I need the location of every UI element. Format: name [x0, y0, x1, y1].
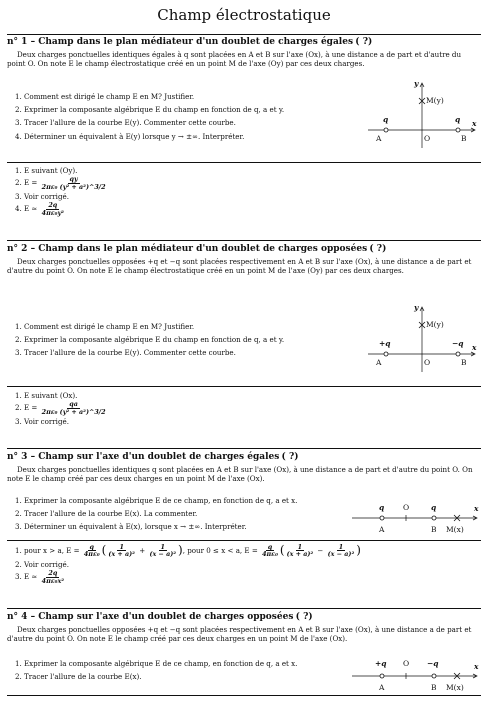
answer: 3. Voir corrigé.: [24, 417, 481, 426]
question: 2. Tracer l'allure de la courbe E(x). La commenter.: [24, 509, 369, 518]
question: 3. Tracer l'allure de la courbe E(y). Commenter cette courbe.: [24, 118, 364, 127]
exercise-1-ref: ( ?): [355, 37, 373, 47]
exercise-1-header: [7, 37, 481, 68]
point-b-label: B: [461, 134, 467, 143]
origin-label: O: [424, 358, 431, 367]
charge-b-label: q: [455, 115, 461, 124]
exercise-1-diagram: [366, 78, 478, 150]
exercise-3-answers: [7, 543, 481, 585]
point-m-label: M(y): [426, 320, 444, 329]
axis-x-label: x: [474, 504, 479, 513]
exercise-4-ref: ( ?): [295, 612, 313, 622]
answer: 3. Voir corrigé.: [24, 192, 481, 201]
axis-x-label: x: [472, 343, 477, 352]
fraction: $\frac{2q}{\text{4πε₀y²}}$: [41, 200, 64, 217]
exercise-2-questions: [7, 322, 364, 362]
question: 2. Exprimer la composante algébrique E du champ en fonction de q, a et y.: [24, 105, 364, 114]
question: 3. Tracer l'allure de la courbe E(y). Commenter cette courbe.: [24, 348, 364, 357]
exercise-1-questions: [7, 92, 364, 145]
question: 1. Comment est dirigé le champ E en M? Justifier.: [24, 92, 364, 101]
charges-figure: [350, 498, 480, 540]
point-b-label: B: [431, 525, 437, 534]
exercise-4-title: n° 4 – Champ sur l'axe d'un doublet de charges opposées: [7, 612, 294, 622]
charge-a-label: q: [383, 115, 389, 124]
answer: 1. E suivant (Oy).: [24, 166, 481, 175]
exercise-4-questions: [7, 659, 369, 685]
fraction: $\frac{1}{\text{(x − a)²}}$: [149, 542, 177, 559]
question: 4. Déterminer un équivalent à E(y) lorsque y → ±∞. Interpréter.: [24, 132, 364, 141]
exercise-2-title: n° 2 – Champ dans le plan médiateur d'un doublet de charges opposées: [7, 244, 368, 254]
charge-a-label: +q: [379, 339, 391, 348]
divider: [7, 386, 481, 387]
exercise-1-answers: [7, 166, 481, 217]
question: 2. Tracer l'allure de la courbe E(x).: [24, 672, 369, 681]
divider: [7, 448, 481, 449]
exercise-3-diagram: [350, 498, 480, 540]
exercise-2-header: [7, 244, 481, 275]
charge-b-label: −q: [427, 659, 439, 668]
axis-y-label: y: [414, 303, 419, 312]
fraction: $\frac{1}{\text{(x + a)²}}$: [108, 542, 135, 559]
origin-label: O: [403, 659, 410, 668]
exercise-4-intro: Deux charges ponctuelles opposées +q et −q sont placées respectivement en A et B sur l'axe (Ox), à une distance a de part et d'autre du point O. On note E le champ créé par ces deux charges en un point M de l'axe (Ox).: [7, 624, 472, 643]
exercise-3-title: n° 3 – Champ sur l'axe d'un doublet de charges égales: [7, 452, 280, 462]
question: 2. Exprimer la composante algébrique E du champ en fonction de q, a et y.: [24, 335, 364, 344]
charge-b-label: q: [431, 503, 437, 512]
question: 1. Comment est dirigé le champ E en M? Justifier.: [24, 322, 364, 331]
point-m-label: M(x): [446, 683, 464, 692]
fraction: $\frac{2q}{\text{4πε₀x²}}$: [41, 568, 65, 585]
exercise-3-ref: ( ?): [281, 452, 299, 462]
exercise-1-title: n° 1 – Champ dans le plan médiateur d'un doublet de charges égales: [7, 37, 354, 47]
divider: [7, 162, 481, 163]
divider: [7, 34, 481, 35]
divider: [7, 240, 481, 241]
question: 1. Exprimer la composante algébrique E de ce champ, en fonction de q, a et x.: [24, 496, 369, 505]
fraction: $\frac{q}{\text{4πε₀}}$: [83, 542, 100, 559]
point-b-label: B: [461, 358, 467, 367]
fraction: $\frac{qa}{\text{2πε₀ (y² + a²)\textasciicircum{}3/2}}$: [41, 400, 106, 416]
point-b-label: B: [431, 683, 437, 692]
exercise-4-diagram: [350, 656, 480, 698]
answer: 2. E = $\frac{qy}{\text{2πε₀ (y² + a²)\textasciicircum{}3/2}}$: [24, 176, 481, 190]
fraction: $\frac{qy}{\text{2πε₀ (y² + a²)\textasciicircum{}3/2}}$: [41, 175, 106, 191]
divider: [7, 540, 481, 541]
charge-a-label: +q: [375, 659, 387, 668]
answer: 1. pour x > a, E = $\frac{q}{\text{4πε₀}}$ ( $\frac{1}{\text{(x + a)²}}$ + $\frac{1}{\text{(x − a)²}}$ ), pour 0 ≤ x < a, E = $\frac{q}{\text{4πε₀}}$ ( $\frac{1}{\text{(x + a)²}}$ − $\frac{1}{\text{(x − a)²}}$ ): [24, 543, 481, 559]
exercise-3-header: [7, 452, 481, 483]
answer: 2. Voir corrigé.: [24, 560, 481, 569]
exercise-1-intro: Deux charges ponctuelles identiques égales à q sont placées en A et B sur l'axe (Ox), à une distance a de part et d'autre du point O. On note E le champ électrostatique créé en un point M de l'axe (Oy) par ces deux charges.: [7, 49, 462, 68]
exercise-3-intro: Deux charges ponctuelles identiques q sont placées en A et B sur l'axe (Ox), à une distance a de part et d'autre du point O. On note E le champ créé par ces deux charges en un point M de l'axe (Ox).: [7, 464, 473, 483]
charges-figure: [366, 78, 478, 150]
point-a-label: A: [376, 358, 382, 367]
origin-label: O: [424, 134, 431, 143]
point-m-label: M(y): [426, 96, 444, 105]
divider: [7, 695, 481, 696]
charge-b-label: −q: [452, 339, 464, 348]
answer: 2. E = $\frac{qa}{\text{2πε₀ (y² + a²)\textasciicircum{}3/2}}$: [24, 401, 481, 415]
answer: 3. E ≃ $\frac{2q}{\text{4πε₀x²}}$: [24, 570, 481, 584]
exercise-4-header: [7, 612, 481, 643]
answer: 4. E ≃ $\frac{2q}{\text{4πε₀y²}}$: [24, 202, 481, 216]
page-title: Champ électrostatique: [157, 6, 331, 24]
charges-figure: [350, 656, 480, 698]
exercise-3-questions: [7, 496, 369, 536]
question: 3. Déterminer un équivalent à E(x), lorsque x → ±∞. Interpréter.: [24, 522, 369, 531]
origin-label: O: [403, 503, 410, 512]
fraction: $\frac{q}{\text{4πε₀}}$: [262, 542, 278, 559]
exercise-2-diagram: [366, 302, 478, 374]
axis-y-label: y: [414, 79, 419, 88]
answer: 1. E suivant (Ox).: [24, 391, 481, 400]
charge-a-label: q: [379, 503, 385, 512]
axis-x-label: x: [474, 662, 479, 671]
point-m-label: M(x): [446, 525, 464, 534]
fraction: $\frac{1}{\text{(x + a)²}}$: [286, 542, 314, 559]
divider: [7, 608, 481, 609]
axis-x-label: x: [472, 119, 477, 128]
question: 1. Exprimer la composante algébrique E de ce champ, en fonction de q, a et x.: [24, 659, 369, 668]
exercise-2-ref: ( ?): [369, 244, 387, 254]
point-a-label: A: [379, 525, 385, 534]
point-a-label: A: [379, 683, 385, 692]
exercise-2-answers: [7, 391, 481, 427]
point-a-label: A: [376, 134, 382, 143]
fraction: $\frac{1}{\text{(x − a)²}}$: [327, 542, 355, 559]
exercise-2-intro: Deux charges ponctuelles opposées +q et −q sont placées respectivement en A et B sur l'axe (Ox), à une distance a de part et d'autre du point O. On note E le champ électrostatique créé en un point M de l'axe (Oy) par ces deux charges.: [7, 256, 472, 275]
charges-figure: [366, 302, 478, 374]
